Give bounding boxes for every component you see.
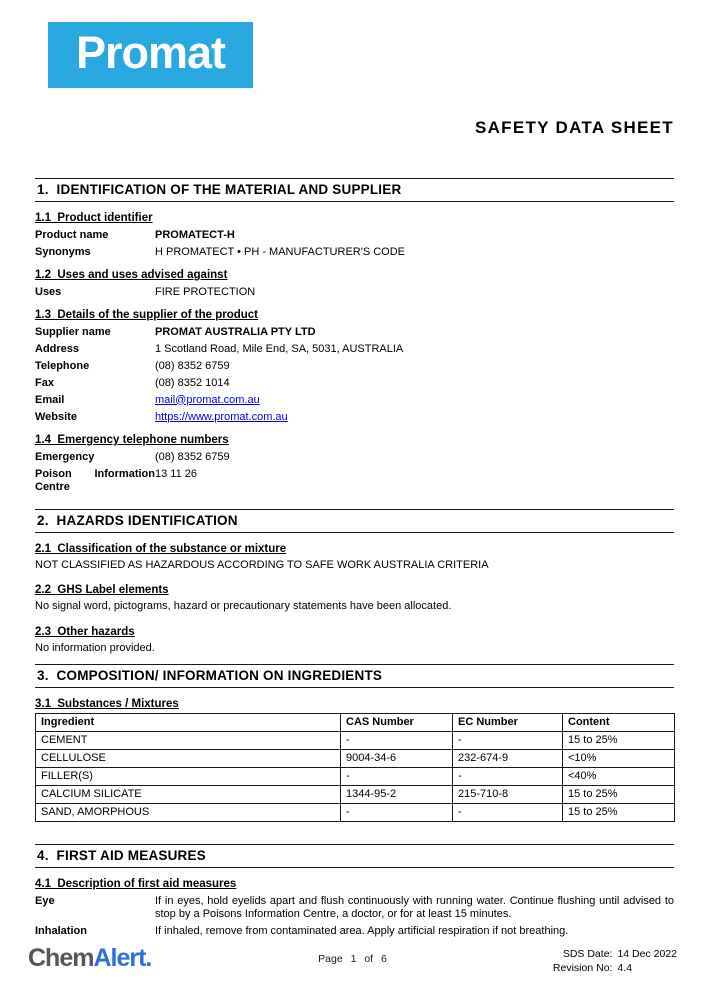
eye-first-aid-row xyxy=(35,895,674,922)
address-row xyxy=(35,343,674,357)
sds-date-label: SDS Date: xyxy=(562,948,613,960)
promat-logo xyxy=(48,22,253,88)
synonyms-label: Synonyms xyxy=(35,245,91,258)
subsection-2-3-heading: 2.3 Other hazards xyxy=(35,625,135,638)
footer-meta xyxy=(553,947,677,975)
page-footer xyxy=(28,944,677,984)
chemalert-logo-chem: Chem xyxy=(28,944,94,972)
uses-row xyxy=(35,286,674,300)
table-cell: - xyxy=(341,804,453,822)
table-cell: - xyxy=(453,768,563,786)
address-label: Address xyxy=(35,342,80,355)
poison-centre-value: 13 11 26 xyxy=(155,467,198,480)
product-name-value: PROMATECT-H xyxy=(155,228,235,241)
email-link[interactable]: mail@promat.com.au xyxy=(155,393,260,406)
synonyms-row xyxy=(35,246,674,260)
promat-logo-text: Promat xyxy=(75,26,226,78)
website-link[interactable]: https://www.promat.com.au xyxy=(155,410,288,423)
telephone-label: Telephone xyxy=(35,359,90,372)
table-row xyxy=(36,768,675,786)
table-cell: 15 to 25% xyxy=(563,786,675,804)
uses-label: Uses xyxy=(35,285,62,298)
page-number: Page 1 of 6 xyxy=(318,953,387,965)
address-value: 1 Scotland Road, Mile End, SA, 5031, AUSTRALIA xyxy=(155,342,404,355)
uses-value: FIRE PROTECTION xyxy=(155,285,256,298)
subsection-3-1-heading: 3.1 Substances / Mixtures xyxy=(35,698,179,710)
section-2-heading: 2. HAZARDS IDENTIFICATION xyxy=(35,509,674,533)
subsection-2-2-heading: 2.2 GHS Label elements xyxy=(35,584,169,596)
subsection-1-3-heading: 1.3 Details of the supplier of the product xyxy=(35,309,258,321)
chemalert-logo-alert: Alert. xyxy=(93,944,152,972)
emergency-value: (08) 8352 6759 xyxy=(155,450,230,463)
website-row xyxy=(35,411,674,425)
table-row xyxy=(36,804,675,822)
col-header-content: Content xyxy=(563,714,675,732)
other-hazards-text: No information provided. xyxy=(35,641,155,654)
website-value xyxy=(155,411,674,425)
table-cell: - xyxy=(341,732,453,750)
classification-text: NOT CLASSIFIED AS HAZARDOUS ACCORDING TO SAFE WORK AUSTRALIA CRITERIA xyxy=(35,558,489,571)
table-header-row xyxy=(36,714,675,732)
ghs-label-text: No signal word, pictograms, hazard or precautionary statements have been allocated. xyxy=(35,600,452,612)
table-row xyxy=(36,786,675,804)
subsection-1-2-heading: 1.2 Uses and uses advised against xyxy=(35,269,228,281)
email-value xyxy=(155,394,674,408)
table-cell: 9004-34-6 xyxy=(341,750,453,768)
ingredients-table xyxy=(35,713,675,822)
table-cell: 1344-95-2 xyxy=(341,786,453,804)
inhalation-label: Inhalation xyxy=(35,925,87,937)
table-cell: 232-674-9 xyxy=(453,750,563,768)
table-cell: - xyxy=(453,732,563,750)
product-name-label: Product name xyxy=(35,228,109,241)
supplier-name-row xyxy=(35,326,674,340)
section-4-heading: 4. FIRST AID MEASURES xyxy=(35,844,674,868)
revision-value: 4.4 xyxy=(617,962,633,974)
table-cell: CEMENT xyxy=(36,732,341,750)
table-cell: - xyxy=(341,768,453,786)
synonyms-value: H PROMATECT • PH - MANUFACTURER'S CODE xyxy=(155,245,406,258)
table-cell: - xyxy=(453,804,563,822)
subsection-2-1-heading: 2.1 Classification of the substance or mixture xyxy=(35,542,287,555)
emergency-label: Emergency xyxy=(35,450,95,463)
poison-centre-label: Poison Information Centre xyxy=(35,467,155,493)
email-label: Email xyxy=(35,393,65,406)
eye-first-aid-text: If in eyes, hold eyelids apart and flush continuously with running water. Continue flushing until advised to stop by a Poisons Information Centre, a doctor, or for at least 15 minutes. xyxy=(155,894,674,920)
inhalation-first-aid-row xyxy=(35,925,674,939)
col-header-ec: EC Number xyxy=(453,714,563,732)
table-row xyxy=(36,732,675,750)
subsection-1-1-heading: 1.1 Product identifier xyxy=(35,212,153,224)
product-name-row xyxy=(35,229,674,243)
table-cell: FILLER(S) xyxy=(36,768,341,786)
table-cell: 215-710-8 xyxy=(453,786,563,804)
fax-value: (08) 8352 1014 xyxy=(155,376,230,389)
section-1-heading: 1. IDENTIFICATION OF THE MATERIAL AND SUPPLIER xyxy=(35,178,674,202)
col-header-cas: CAS Number xyxy=(341,714,453,732)
supplier-name-label: Supplier name xyxy=(35,325,111,338)
email-row xyxy=(35,394,674,408)
subsection-4-1-heading: 4.1 Description of first aid measures xyxy=(35,878,237,890)
fax-row xyxy=(35,377,674,391)
table-cell: <10% xyxy=(563,750,675,768)
col-header-ingredient: Ingredient xyxy=(36,714,341,732)
table-cell: 15 to 25% xyxy=(563,804,675,822)
table-row xyxy=(36,750,675,768)
emergency-row xyxy=(35,451,674,465)
document-title: SAFETY DATA SHEET xyxy=(474,118,674,137)
telephone-row xyxy=(35,360,674,374)
eye-label: Eye xyxy=(35,894,55,907)
header-logo-row xyxy=(35,0,674,88)
table-cell: 15 to 25% xyxy=(563,732,675,750)
sds-date-value: 14 Dec 2022 xyxy=(617,948,677,960)
table-cell: CELLULOSE xyxy=(36,750,341,768)
table-cell: <40% xyxy=(563,768,675,786)
supplier-name-value: PROMAT AUSTRALIA PTY LTD xyxy=(155,325,316,338)
inhalation-first-aid-text: If inhaled, remove from contaminated area. Apply artificial respiration if not breathing. xyxy=(155,925,569,937)
telephone-value: (08) 8352 6759 xyxy=(155,359,230,372)
fax-label: Fax xyxy=(35,376,54,389)
website-label: Website xyxy=(35,410,77,423)
table-cell: SAND, AMORPHOUS xyxy=(36,804,341,822)
section-3-heading: 3. COMPOSITION/ INFORMATION ON INGREDIENTS xyxy=(35,664,674,688)
table-cell: CALCIUM SILICATE xyxy=(36,786,341,804)
poison-centre-row xyxy=(35,468,674,495)
revision-label: Revision No: xyxy=(552,962,613,974)
subsection-1-4-heading: 1.4 Emergency telephone numbers xyxy=(35,434,229,446)
